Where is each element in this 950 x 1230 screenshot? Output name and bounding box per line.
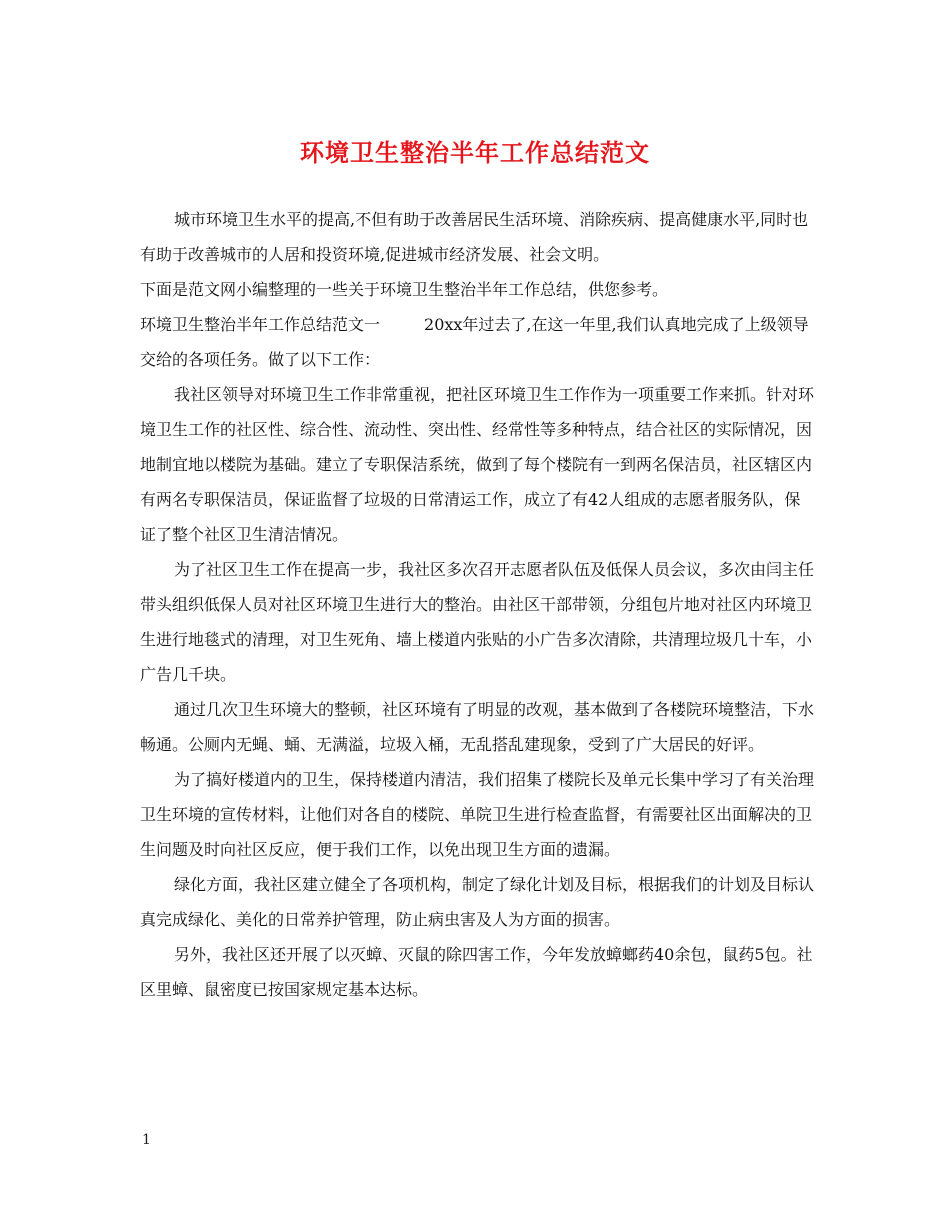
section-heading: 环境卫生整治半年工作总结范文一 [140,315,381,334]
paragraph-environment-improvement: 通过几次卫生环境大的整顿，社区环境有了明显的改观，基本做到了各楼院环境整洁，下水畅通。公厕内无蝇、蛹、无满溢，垃圾入桶，无乱搭乱建现象，受到了广大居民的好评。 [140,700,815,754]
paragraph-community-attention: 我社区领导对环境卫生工作非常重视，把社区环境卫生工作作为一项重要工作来抓。针对环境卫生工作的社区性、综合性、流动性、突出性、经常性等多种特点，结合社区的实际情况，因地制宜地以楼院为基础。建立了专职保洁系统，做到了每个楼院有一到两名保洁员，社区辖区内有两名专职保洁员，保证监督了垃圾的日常清运工作，成立了有42人组成的志愿者服务队，保证了整个社区卫生清洁情况。 [140,385,815,544]
paragraph-introduction-note: 下面是范文网小编整理的一些关于环境卫生整治半年工作总结，供您参考。 [140,280,669,299]
page-number: 1 [142,1132,151,1148]
document-body [140,202,816,1007]
document-title: 环境卫生整治半年工作总结范文 [300,138,650,167]
paragraph-intro: 城市环境卫生水平的提高,不但有助于改善居民生活环境、消除疾病、提高健康水平,同时也有助于改善城市的人居和投资环境,促进城市经济发展、社会文明。 [140,210,809,264]
paragraph-greening: 绿化方面，我社区建立健全了各项机构，制定了绿化计划及目标，根据我们的计划及目标认真完成绿化、美化的日常养护管理，防止病虫害及人为方面的损害。 [140,875,815,929]
paragraph-corridor-hygiene: 为了搞好楼道内的卫生，保持楼道内清洁，我们招集了楼院长及单元长集中学习了有关治理卫生环境的宣传材料，让他们对各自的楼院、单院卫生进行检查监督，有需要社区出面解决的卫生问题及时向社区反应，便于我们工作，以免出现卫生方面的遗漏。 [140,770,815,859]
paragraph-section-line [140,307,816,377]
paragraph-pest-control: 另外，我社区还开展了以灭蟑、灭鼠的除四害工作，今年发放蟑螂药40余包，鼠药5包。社区里蟑、鼠密度已按国家规定基本达标。 [140,945,813,999]
section-opening-text: 20xx年过去了,在这一年里,我们认真地完成了上级领导交给的各项任务。做了以下工作： [140,315,809,369]
paragraph-cleanup-campaign: 为了社区卫生工作在提高一步，我社区多次召开志愿者队伍及低保人员会议，多次由闫主任带头组织低保人员对社区环境卫生进行大的整治。由社区干部带领，分组包片地对社区内环境卫生进行地毯式的清理，对卫生死角、墙上楼道内张贴的小广告多次清除，共清理垃圾几十车，小广告几千块。 [140,560,815,684]
